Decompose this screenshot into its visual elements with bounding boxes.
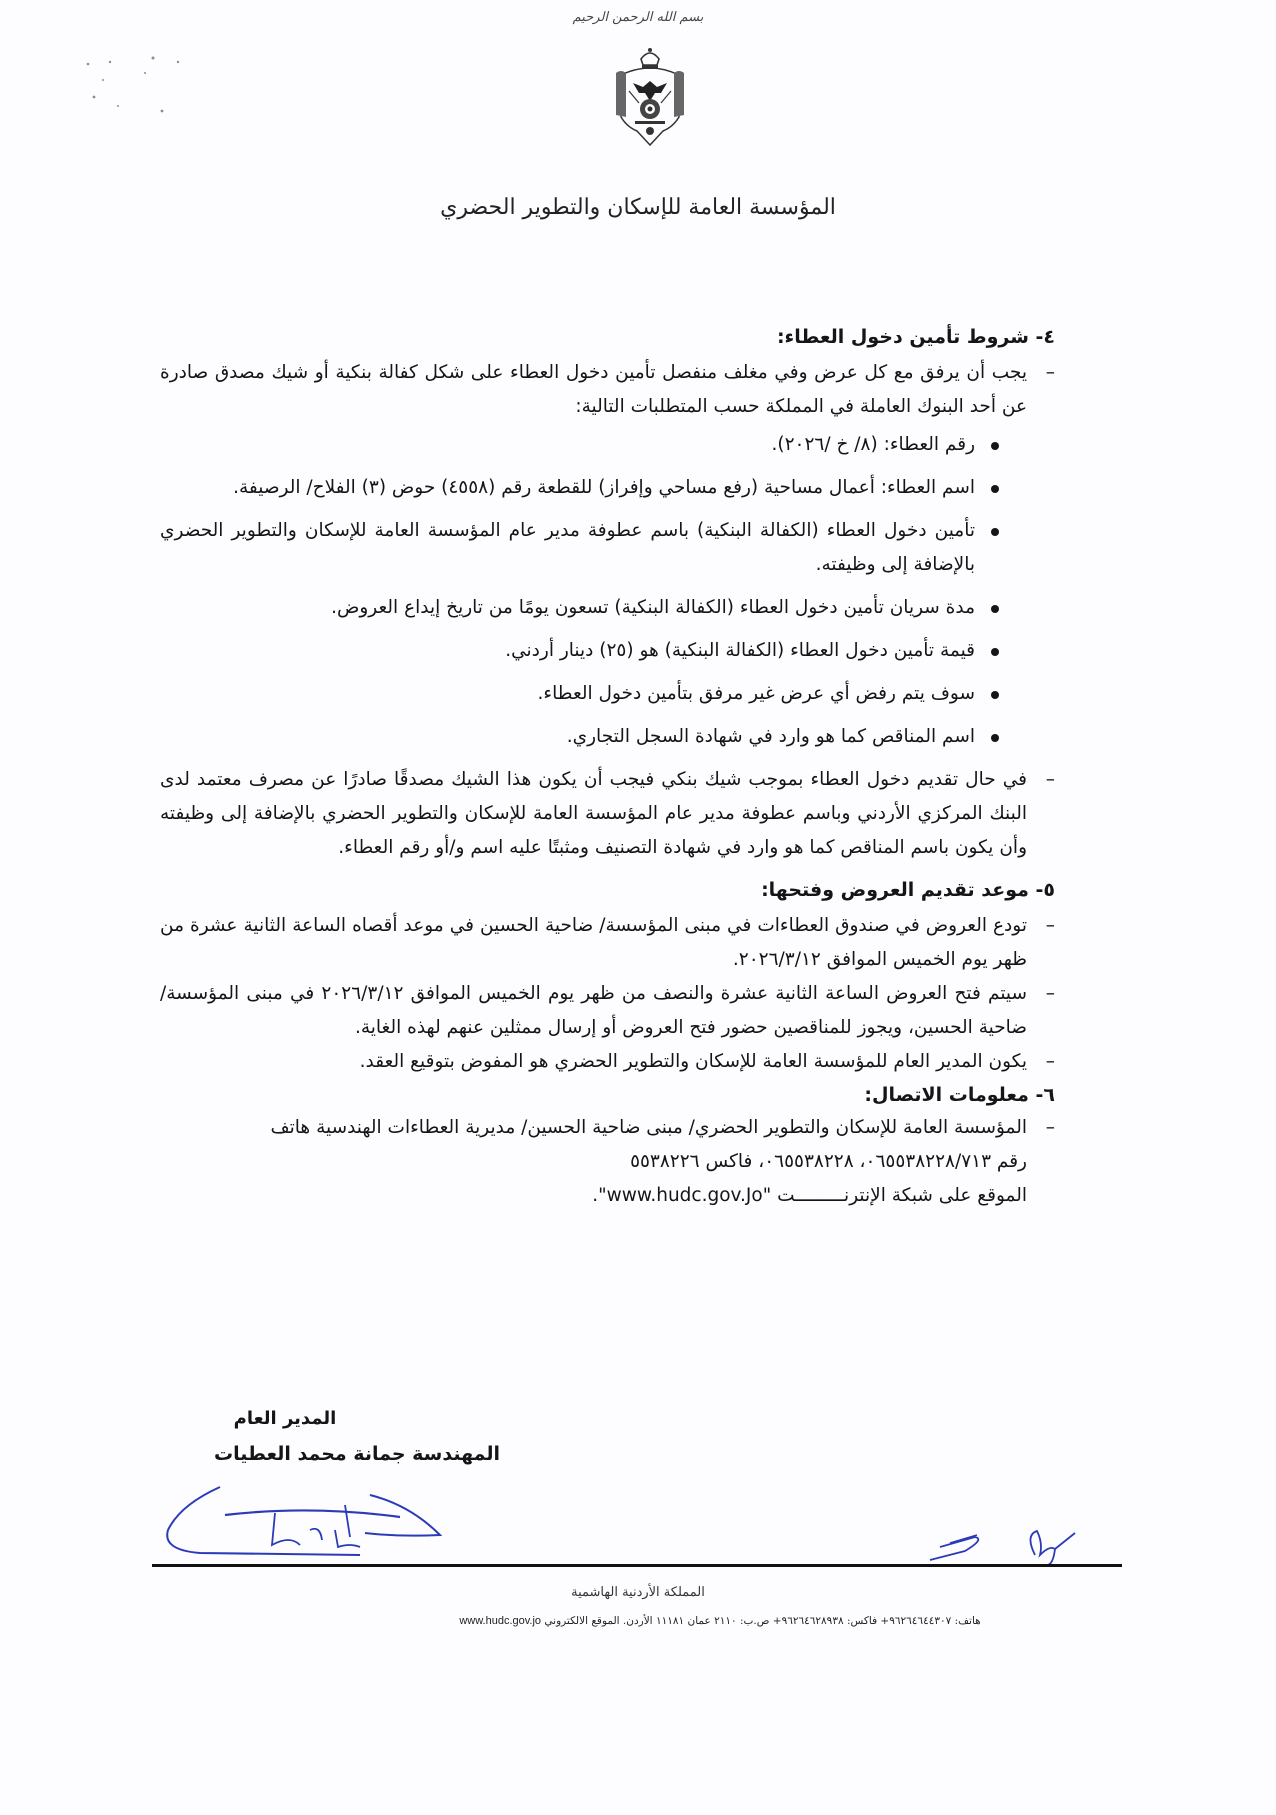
bullet-icon [991, 528, 999, 536]
footer-kingdom: المملكة الأردنية الهاشمية [571, 1585, 705, 1600]
document-body [160, 318, 1055, 1213]
rejection-note: سوف يتم رفض أي عرض غير مرفق بتأمين دخول العطاء. [537, 683, 975, 704]
dash-marker: – [1045, 1051, 1055, 1072]
list-item [160, 514, 1055, 582]
guarantee-validity: مدة سريان تأمين دخول العطاء (الكفالة البنكية) تسعون يومًا من تاريخ إيداع العروض. [331, 597, 975, 618]
bullet-icon [991, 691, 999, 699]
dash-marker: – [1045, 362, 1055, 383]
dash-marker: – [1045, 1117, 1055, 1138]
list-item [160, 471, 1055, 505]
contract-signatory-text: يكون المدير العام للمؤسسة العامة للإسكان والتطوير الحضري هو المفوض بتوقيع العقد. [359, 1051, 1027, 1072]
contact-website-link[interactable]: www.hudc.gov.Jo [606, 1185, 763, 1206]
list-item [160, 677, 1055, 711]
list-item [160, 591, 1055, 625]
tender-name: اسم العطاء: أعمال مساحية (رفع مساحي وإفراز) للقطعة رقم (٤٥٥٨) حوض (٣) الفلاح/ الرصيفة. [233, 477, 975, 498]
opening-time-text: سيتم فتح العروض الساعة الثانية عشرة والنصف من ظهر يوم الخميس الموافق ٢٠٢٦/٣/١٢ في مبنى المؤسسة/ ضاحية الحسين، ويجوز للمناقصين حضور فتح العروض أو إرسال ممثلين عنهم لهذه الغاية. [160, 983, 1027, 1038]
footer-divider [152, 1564, 1122, 1567]
jordan-coat-of-arms-icon [613, 45, 687, 150]
signatory-name: المهندسة جمانة محمد العطيات [214, 1443, 500, 1465]
organization-name: المؤسسة العامة للإسكان والتطوير الحضري [440, 195, 836, 220]
cheque-note-text: في حال تقديم دخول العطاء بموجب شيك بنكي فيجب أن يكون هذا الشيك مصدقًا صادرًا عن مصرف معتمد لدى البنك المركزي الأردني وباسم عطوفة مدير عام المؤسسة العامة للإسكان والتطوير الحضري بالإضافة إلى وظيفته وأن يكون باسم المناقص كما هو وارد في شهادة التصنيف ومثبتًا عليه اسم و/أو رقم العطاء. [160, 769, 1027, 858]
dash-marker: – [1045, 915, 1055, 936]
bullet-icon [991, 442, 999, 450]
list-item [160, 428, 1055, 462]
submission-deadline-text: تودع العروض في صندوق العطاءات في مبنى المؤسسة/ ضاحية الحسين في موعد أقصاه الساعة الثانية عشرة من ظهر يوم الخميس الموافق ٢٠٢٦/٣/١٢. [160, 915, 1027, 970]
list-item [160, 634, 1055, 668]
section-4-intro-text: يجب أن يرفق مع كل عرض وفي مغلف منفصل تأمين دخول العطاء على شكل كفالة بنكية أو شيك مصدق صادرة عن أحد البنوك العاملة في المملكة حسب المتطلبات التالية: [160, 362, 1027, 417]
bidder-name-note: اسم المناقص كما هو وارد في شهادة السجل التجاري. [566, 726, 975, 747]
bullet-icon [991, 648, 999, 656]
section-4-title: ٤- شروط تأمين دخول العطاء: [776, 326, 1055, 348]
footer-website-link[interactable]: www.hudc.gov.jo [459, 1615, 542, 1627]
contract-signatory [160, 1045, 1055, 1079]
section-6-title: ٦- معلومات الاتصال: [864, 1084, 1055, 1106]
guarantee-beneficiary: تأمين دخول العطاء (الكفالة البنكية) باسم عطوفة مدير عام المؤسسة العامة للإسكان والتطوير الحضري بالإضافة إلى وظيفته. [160, 520, 975, 575]
scan-speckles [80, 40, 200, 120]
initials-mark [925, 1515, 1125, 1565]
bullet-icon [991, 485, 999, 493]
dash-marker: – [1045, 983, 1055, 1004]
cheque-note [160, 763, 1055, 865]
bullet-icon [991, 734, 999, 742]
signatory-title: المدير العام [233, 1408, 337, 1429]
contact-website-suffix: ". [592, 1185, 607, 1206]
section-5-title: ٥- موعد تقديم العروض وفتحها: [761, 879, 1055, 901]
contact-website-prefix: الموقع على شبكة الإنترنـــــــــت " [762, 1185, 1027, 1206]
handwritten-signature [160, 1475, 480, 1565]
section-4-intro [160, 356, 1055, 424]
list-item [160, 720, 1055, 754]
opening-time [160, 977, 1055, 1045]
contact-phone-fax: رقم ٠٦٥٥٣٨٢٢٨/٧١٣، ٠٦٥٥٣٨٢٢٨، فاكس ٥٥٣٨٢٢٦ [630, 1151, 1027, 1172]
bullet-icon [991, 605, 999, 613]
footer-contact-text: هاتف: ٩٦٢٦٤٦٤٤٣٠٧+ فاكس: ٩٦٢٦٤٦٢٨٩٣٨+ ص.ب: ٢١١٠ عمان ١١١٨١ الأردن. الموقع الالكتروني [544, 1615, 981, 1627]
basmala: بسم الله الرحمن الرحيم [572, 10, 704, 25]
contact-line-1: المؤسسة العامة للإسكان والتطوير الحضري/ مبنى ضاحية الحسين/ مديرية العطاءات الهندسية هاتف [270, 1117, 1027, 1138]
submission-deadline [160, 909, 1055, 977]
tender-number: رقم العطاء: (٨/ خ /٢٠٢٦). [771, 434, 975, 455]
requirements-list [160, 428, 1055, 754]
footer-contact [320, 1615, 1120, 1627]
guarantee-value: قيمة تأمين دخول العطاء (الكفالة البنكية) هو (٢٥) دينار أردني. [505, 640, 975, 661]
contact-info [160, 1111, 1055, 1213]
dash-marker: – [1045, 769, 1055, 790]
